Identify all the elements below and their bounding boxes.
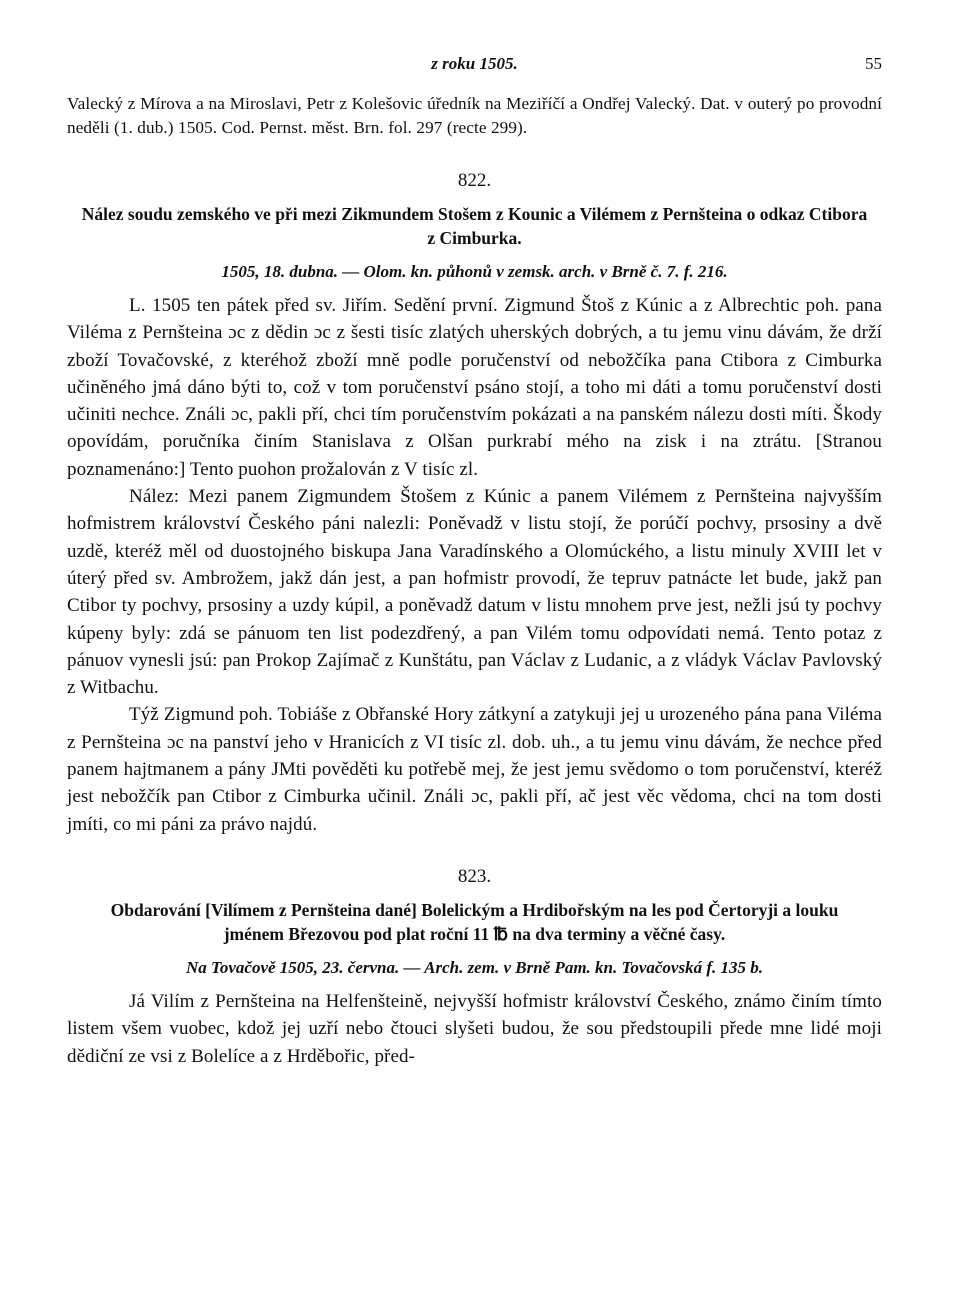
paragraph: Já Vilím z Pernšteina na Helfenšteině, nejvyšší hofmistr království Českého, známo činím tímto listem všem vuobec, kdož jej uzří nebo čtouci slyšeti budou, že sou předstoupili přede mne lidé moji dědiční ze vsi z Bolelíce a z Hrděbořic, před-	[67, 990, 882, 1067]
document-source: 1505, 18. dubna. — Olom. kn. půhonů v zemsk. arch. v Brně č. 7. f. 216.	[221, 262, 728, 281]
document-regest: Nález soudu zemského ve při mezi Zikmundem Stošem z Kounic a Vilémem z Pernšteina o odkaz Ctibora z Cimburka.	[81, 204, 868, 248]
paragraph: Týž Zigmund poh. Tobiáše z Obřanské Hory zátkyní a zatykuji jej u urozeného pána pana Viléma z Pernšteina ɔc na panství jeho v Hranicích z VI tisíc zl. dob. uh., a tu jemu vinu dávám, že nechce před panem hajtmanem a pány JMti pověděti ku potřebě mej, že jest jemu svědomo o tom poručenství, kteréž jest nebožčík pan Ctibor z Cimburka učinil. Ználi ɔc, pakli pří, ač jest věc vědoma, chci na tom dosti jmíti, co mi páni za právo najdú.	[67, 704, 882, 835]
page-header	[67, 48, 882, 76]
paragraph: L. 1505 ten pátek před sv. Jiřím. Sedění první. Zigmund Štoš z Kúnic a z Albrechtic poh. pana Viléma z Pernšteina ɔc z dědin ɔc z šesti tisíc zlatých uherských dobrých, a tu jemu vinu dávám, že drží zboží Tovačovské, z kteréhož zboží mně podle poručenství od nebožčíka pana Ctibora z Cimburka učiněného jmá dáno býti to, což v tom poručenství psáno stojí, a toho mi dáti a tomu poručenství dosti učiniti nechce. Ználi ɔc, pakli pří, chci tím poručenstvím pokázati a na panském nálezu dosti míti. Škody opovídám, poručníka činím Stanislava z Olšan purkrabí mého na zisk i na ztrátu. [Stranou poznamenáno:] Tento puohon prožalován z V tisíc zl.	[67, 295, 882, 480]
document-source: Na Tovačově 1505, 23. června. — Arch. zem. v Brně Pam. kn. Tovačovská f. 135 b.	[186, 957, 763, 977]
document-body	[67, 988, 882, 1070]
document-number: 823.	[457, 865, 492, 887]
preface-text: Valecký z Mírova a na Miroslavi, Petr z Kolešovic úředník na Meziříčí a Ondřej Valecký. Dat. v outerý po provodní neděli (1. dub.) 1505. Cod. Pernst. měst. Brn. fol. 297 (recte 299).	[67, 94, 882, 137]
page	[67, 48, 882, 1070]
document-regest: Obdarování [Vilímem z Pernšteina dané] Bolelickým a Hrdibořským na les pod Čertoryji a louku jménem Březovou pod plat roční 11 ℔ na dva terminy a věčné časy.	[110, 899, 839, 944]
paragraph: Nález: Mezi panem Zigmundem Štošem z Kúnic a panem Vilémem z Pernšteina najvyšším hofmistrem království Českého páni nalezli: Poněvadž v listu stojí, že porúčí pochvy, prsosiny a dvě uzdě, kteréž měl od duostojného biskupa Jana Varadínského a Olomúckého, a listu minuly XVIII let v úterý před sv. Ambrožem, jakž dán jest, a pan hofmistr provodí, že tepruv patnácte let bude, jakž pan Ctibor ty pochvy, prsosiny a uzdy kúpil, a poněvadž datum v listu mnohem prve jest, nežli jsú ty pochvy kúpeny byly: zdá se pánuom ten list podezdřený, a pan Vilém tomu odpovídati nemá. Tento potaz z pánuov vynesli jsú: pan Prokop Zajímač z Kunštátu, pan Václav z Ludanic, a z vládyk Václav Pavlovský z Witbachu.	[67, 486, 882, 699]
document-number: 822.	[457, 170, 492, 191]
document-823	[67, 866, 882, 1070]
running-title: z roku 1505.	[431, 54, 518, 73]
page-number: 55	[865, 54, 882, 73]
document-822	[67, 170, 882, 838]
document-body	[67, 292, 882, 838]
